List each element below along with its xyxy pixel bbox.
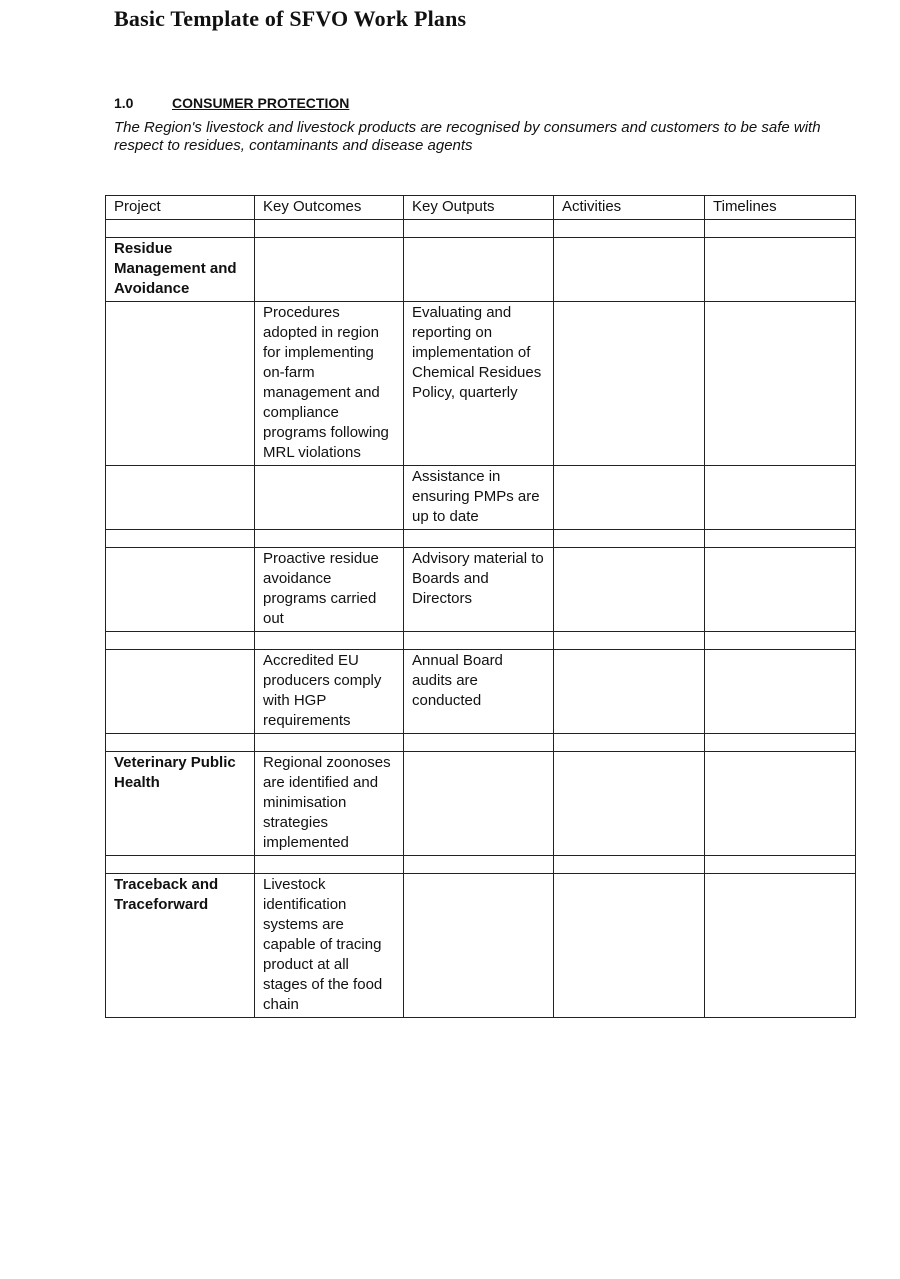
- output-cell: [404, 752, 554, 856]
- timelines-cell: [705, 466, 856, 530]
- activities-cell: [554, 752, 705, 856]
- header-timelines: Timelines: [705, 196, 856, 220]
- activities-cell: [554, 238, 705, 302]
- table-header-row: [106, 196, 856, 220]
- header-key-outputs: Key Outputs: [404, 196, 554, 220]
- timelines-cell: [705, 548, 856, 632]
- project-cell: [106, 466, 255, 530]
- section-intro: The Region's livestock and livestock products are recognised by consumers and customers to be safe with respect to residues, contaminants and disease agents: [114, 119, 821, 154]
- table-row: [106, 238, 856, 302]
- output-cell: Assistance in ensuring PMPs are up to date: [404, 466, 554, 530]
- activities-cell: [554, 548, 705, 632]
- output-cell: Annual Board audits are conducted: [404, 650, 554, 734]
- output-cell: Advisory material to Boards and Directors: [404, 548, 554, 632]
- spacer-row: [106, 530, 856, 548]
- table-row: [106, 650, 856, 734]
- work-plan-table: [105, 195, 856, 1018]
- header-key-outcomes: Key Outcomes: [255, 196, 404, 220]
- outcome-cell: [255, 466, 404, 530]
- header-activities: Activities: [554, 196, 705, 220]
- activities-cell: [554, 650, 705, 734]
- timelines-cell: [705, 302, 856, 466]
- activities-cell: [554, 874, 705, 1018]
- timelines-cell: [705, 238, 856, 302]
- activities-cell: [554, 302, 705, 466]
- project-cell: Residue Management and Avoidance: [106, 238, 255, 302]
- output-cell: Evaluating and reporting on implementation of Chemical Residues Policy, quarterly: [404, 302, 554, 466]
- timelines-cell: [705, 650, 856, 734]
- section-number: 1.0: [114, 95, 134, 111]
- header-project: Project: [106, 196, 255, 220]
- table-row: [106, 548, 856, 632]
- output-cell: [404, 874, 554, 1018]
- activities-cell: [554, 466, 705, 530]
- outcome-cell: Procedures adopted in region for implementing on-farm management and compliance programs following MRL violations: [255, 302, 404, 466]
- spacer-row: [106, 856, 856, 874]
- outcome-cell: Accredited EU producers comply with HGP requirements: [255, 650, 404, 734]
- section-heading: [114, 95, 349, 111]
- output-cell: [404, 238, 554, 302]
- outcome-cell: [255, 238, 404, 302]
- project-cell: Traceback and Traceforward: [106, 874, 255, 1018]
- timelines-cell: [705, 874, 856, 1018]
- spacer-row: [106, 734, 856, 752]
- project-cell: [106, 302, 255, 466]
- project-cell: [106, 548, 255, 632]
- outcome-cell: Regional zoonoses are identified and minimisation strategies implemented: [255, 752, 404, 856]
- project-cell: Veterinary Public Health: [106, 752, 255, 856]
- section-heading-text: CONSUMER PROTECTION: [172, 95, 350, 111]
- table-row: [106, 466, 856, 530]
- table-row: [106, 752, 856, 856]
- outcome-cell: Proactive residue avoidance programs carried out: [255, 548, 404, 632]
- outcome-cell: Livestock identification systems are capable of tracing product at all stages of the food chain: [255, 874, 404, 1018]
- spacer-row: [106, 220, 856, 238]
- timelines-cell: [705, 752, 856, 856]
- spacer-row: [106, 632, 856, 650]
- project-cell: [106, 650, 255, 734]
- page-title: Basic Template of SFVO Work Plans: [114, 6, 467, 31]
- table-row: [106, 874, 856, 1018]
- table-row: [106, 302, 856, 466]
